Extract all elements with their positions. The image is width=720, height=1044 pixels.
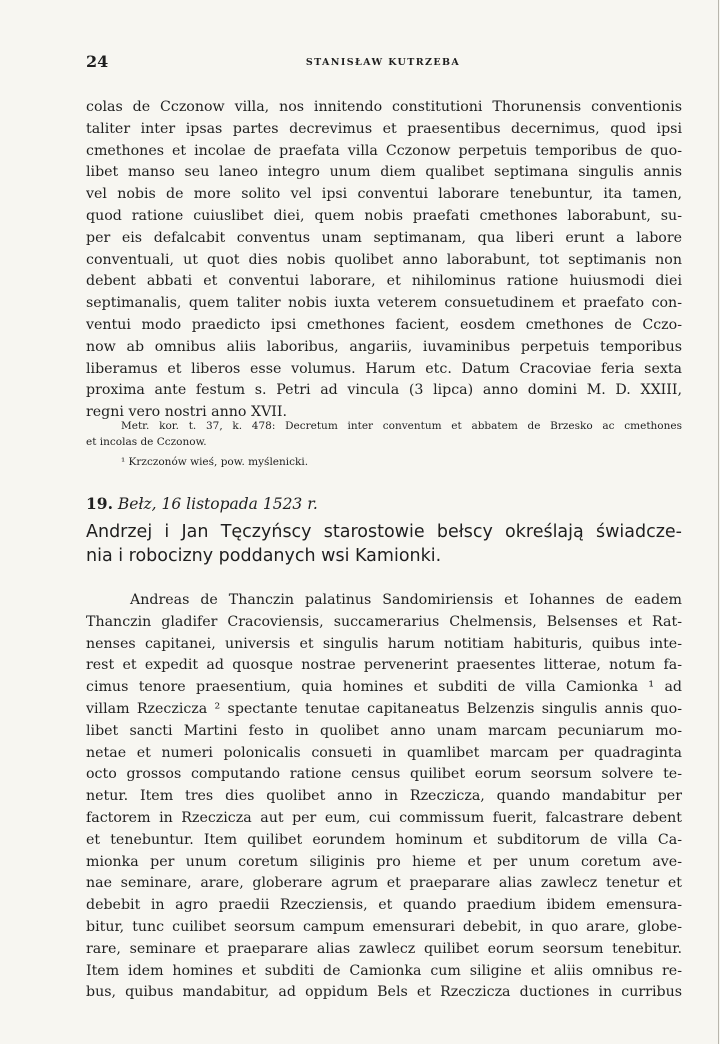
text-line: netur. Item tres dies quolibet anno in Rzeczicza, quando mandabitur per [86,788,682,805]
text-line: colas de Cczonow villa, nos innitendo constitutioni Thorunensis conventionis [86,99,682,115]
document-date: Bełz, 16 listopada 1523 r. [117,495,318,513]
running-head: STANISŁAW KUTRZEBA [305,57,461,68]
text-line: regni vero nostri anno XVII. [86,404,288,421]
text-line: et tenebuntur. Item quilibet eorundem hominum et subditorum de villa Ca- [86,831,682,848]
text-line: rest et expedit ad quosque nostrae pervenerint praesentes litterae, notum fa- [86,657,682,674]
title-line: Andrzej i Jan Tęczyńscy starostowie bełscy określają świadcze- [86,522,682,542]
text-line: octo grossos computando ratione census quilibet eorum seorsum solvere te- [86,766,682,783]
footnote: ¹ Krzczonów wieś, pow. myślenicki. [121,456,309,468]
text-line: proxima ante festum s. Petri ad vincula (3 lipca) anno domini M. D. XXIII, [86,382,682,399]
page-edge [718,0,719,1044]
text-line: mionka per unum coretum siliginis pro hieme et per unum coretum ave- [86,853,682,870]
text-line: now ab omnibus aliis laboribus, angariis, iuvaminibus perpetuis temporibus [86,338,682,355]
text-line: debebit in agro praedii Rzecziensis, et quando praedium ibidem emensura- [86,897,682,914]
text-line: netae et numeri polonicalis consueti in quamlibet marcam per quadraginta [86,744,682,761]
source-note [86,418,682,450]
text-line: per eis defalcabit conventus unam septimanam, qua liberi erunt a labore [86,229,682,246]
text-line: vel nobis de more solito vel ipsi conventui laborare tenebuntur, ita tamen, [86,186,682,203]
text-line: Thanczin gladifer Cracoviensis, succamerarius Chelmensis, Belsenses et Rat- [86,613,682,630]
previous-document-text [86,97,682,424]
text-line: Andreas de Thanczin palatinus Sandomiriensis et Iohannes de eadem [130,592,682,608]
text-line: nae seminare, arare, globerare agrum et praeparare alias zawlecz tenetur et [86,875,682,892]
text-line: factorem in Rzeczicza aut per eum, cui commissum fuerit, falcastrare debent [86,809,682,826]
title-line: nia i robocizny poddanych wsi Kamionki. [86,546,442,566]
text-line: rare, seminare et praeparare alias zawlecz quilibet eorum seorsum tenebitur. [86,940,682,957]
text-line: conventuali, ut quot dies nobis quolibet anno laborabunt, tot septimanis non [86,251,682,268]
document-title [86,520,682,568]
text-line: bus, quibus mandabitur, ad oppidum Bels et Rzeczicza ductiones in curribus [86,984,682,1001]
text-line: libet sancti Martini festo in quolibet anno unam marcam pecuniarum mo- [86,722,682,739]
source-note-line: Metr. kor. t. 37, k. 478: Decretum inter conventum et abbatem de Brzesko ac cmethones [121,420,682,432]
text-line: ventui modo praedicto ipsi cmethones facient, eosdem cmethones de Cczo- [86,316,682,333]
document-text [86,590,682,1004]
document-number: 19. [86,494,113,513]
text-line: cmethones et incolae de praefata villa Cczonow perpetuis temporibus de quo- [86,142,682,159]
text-line: nenses capitanei, universis et singulis harum notitiam habituris, quibus inte- [86,635,682,652]
document-heading [86,494,318,513]
page-number: 24 [86,52,109,71]
page-header [86,52,680,74]
text-line: cimus tenore praesentium, quia homines et subditi de villa Camionka ¹ ad [86,679,682,696]
text-line: Item idem homines et subditi de Camionka cum siligine et aliis omnibus re- [86,962,682,979]
text-line: liberamus et liberos esse volumus. Harum etc. Datum Cracoviae feria sexta [86,360,682,377]
text-line: septimanalis, quem taliter nobis iuxta veterem consuetudinem et praefato con- [86,295,682,312]
text-line: libet manso seu laneo integro unum diem qualibet septimana singulis annis [86,164,682,181]
text-line: villam Rzeczicza ² spectante tenutae capitaneatus Belzenzis singulis annis quo- [86,700,682,717]
text-line: bitur, tunc cuilibet seorsum campum emensurari debebit, in quo arare, globe- [86,918,682,935]
text-line: quod ratione cuiuslibet diei, quem nobis praefati cmethones laborabunt, su- [86,207,682,224]
text-line: debent abbati et conventui laborare, et nihilominus ratione huiusmodi diei [86,273,682,290]
text-line: taliter inter ipsas partes decrevimus et praesentibus decernimus, quod ipsi [86,120,682,137]
source-note-line: et incolas de Cczonow. [86,436,207,448]
